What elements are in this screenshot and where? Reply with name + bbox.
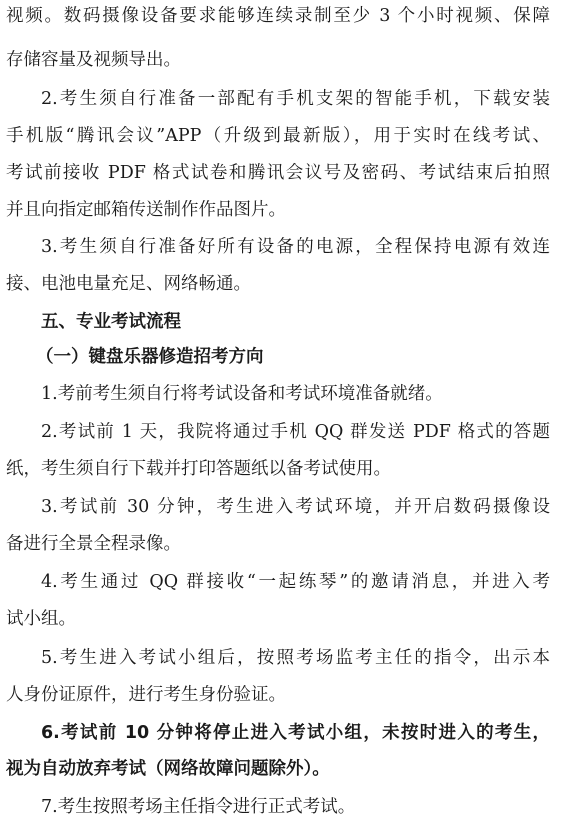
paragraph-line: 2.考生须自行准备一部配有手机支架的智能手机，下载安装 <box>41 89 550 109</box>
paragraph-line: 2.考试前 1 天，我院将通过手机 QQ 群发送 PDF 格式的答题 <box>41 422 550 442</box>
emphasis-line: 视为自动放弃考试（网络故障问题除外）。 <box>6 759 330 779</box>
paragraph-line: 手机版“腾讯会议”APP（升级到最新版），用于实时在线考试、 <box>6 126 550 146</box>
emphasis-line: 6.考试前 10 分钟将停止进入考试小组，未按时进入的考生， <box>41 723 550 743</box>
paragraph-line: 1.考前考生须自行将考试设备和考试环境准备就绪。 <box>41 384 443 404</box>
paragraph-line: 并且向指定邮箱传送制作作品图片。 <box>6 200 286 220</box>
paragraph-line: 人身份证原件，进行考生身份验证。 <box>6 685 286 705</box>
paragraph-line: 5.考生进入考试小组后，按照考场监考主任的指令，出示本 <box>41 648 550 668</box>
paragraph-line: 纸，考生须自行下载并打印答题纸以备考试使用。 <box>6 459 391 479</box>
paragraph-line: 3.考试前 30 分钟，考生进入考试环境，并开启数码摄像设 <box>41 497 550 517</box>
paragraph-line: 视频。数码摄像设备要求能够连续录制至少 3 个小时视频、保障 <box>6 6 550 26</box>
paragraph-line: 3.考生须自行准备好所有设备的电源，全程保持电源有效连 <box>41 237 550 257</box>
paragraph-line: 7.考生按照考场主任指令进行正式考试。 <box>41 797 356 817</box>
paragraph-line: 考试前接收 PDF 格式试卷和腾讯会议号及密码、考试结束后拍照 <box>6 163 550 183</box>
section-heading: 五、专业考试流程 <box>41 312 181 332</box>
paragraph-line: 备进行全景全程录像。 <box>6 534 181 554</box>
paragraph-line: 试小组。 <box>6 609 76 629</box>
paragraph-line: 存储容量及视频导出。 <box>6 50 181 70</box>
paragraph-line: 4.考生通过 QQ 群接收“一起练琴”的邀请消息，并进入考 <box>41 572 550 592</box>
paragraph-line: 接、电池电量充足、网络畅通。 <box>6 274 251 294</box>
subsection-heading: （一）键盘乐器修造招考方向 <box>36 347 264 367</box>
